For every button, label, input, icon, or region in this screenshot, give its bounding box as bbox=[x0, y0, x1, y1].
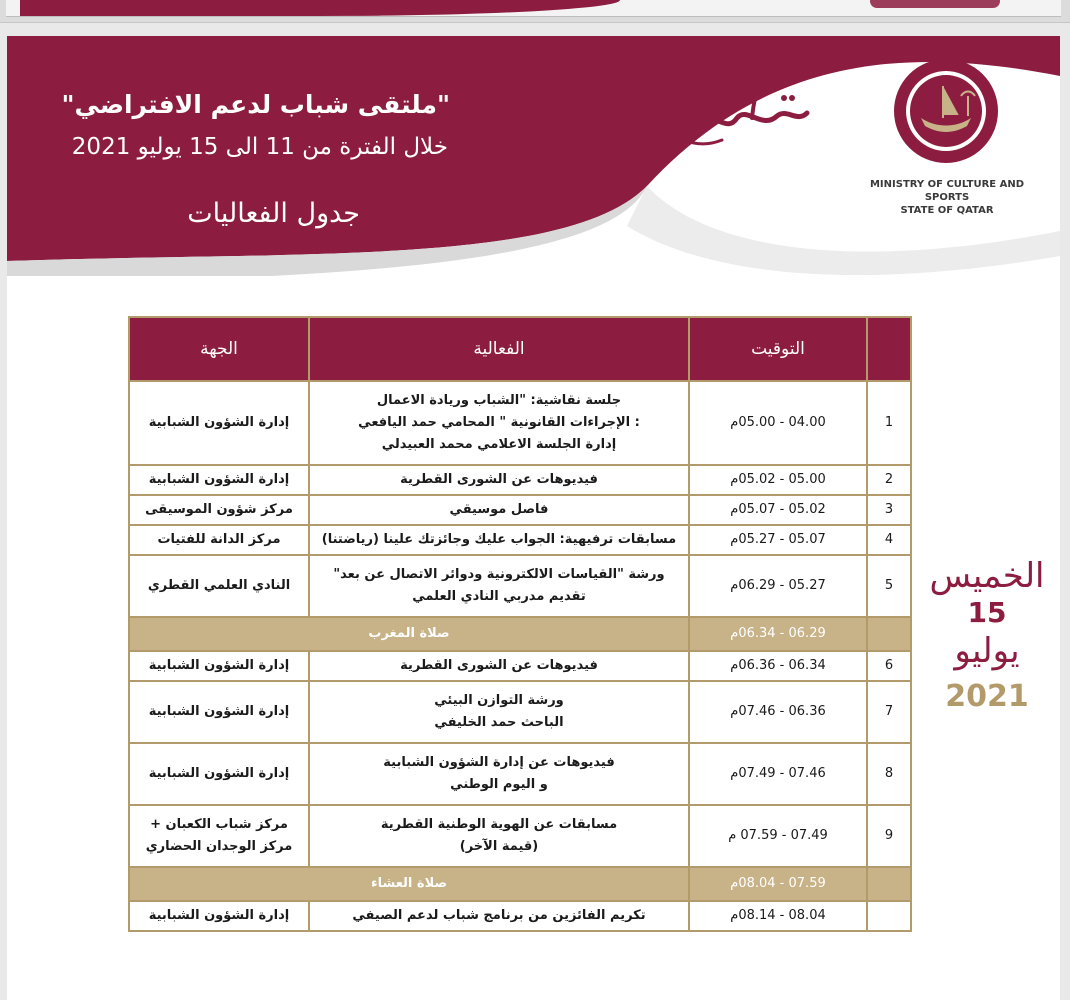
table-row bbox=[129, 743, 911, 805]
activity-line: إدارة الجلسة الاعلامي محمد العبيدلي bbox=[381, 437, 617, 452]
row-time: 06.34 - 06.36م bbox=[689, 651, 867, 681]
table-header-row bbox=[129, 317, 911, 381]
row-organizer bbox=[129, 495, 309, 525]
activity-line: : الإجراءات القانونية " المحامي حمد اليافعي bbox=[358, 415, 640, 430]
activity-line: مسابقات ترفيهية: الجواب عليك وجائزتك علينا (رياضتنا) bbox=[321, 532, 677, 547]
ministry-name-line2: STATE OF QATAR bbox=[900, 205, 994, 216]
activity-line: جلسة نقاشية: "الشباب وريادة الاعمال bbox=[376, 393, 622, 408]
row-time: 05.02 - 05.07م bbox=[689, 495, 867, 525]
table-row bbox=[129, 901, 911, 931]
prayer-time: 06.29 - 06.34م bbox=[689, 617, 867, 651]
schedule-body bbox=[129, 381, 911, 931]
activity-line: (قيمة الآخر) bbox=[459, 839, 539, 854]
activity-line: ورشة "القياسات الالكترونية ودوائر الاتصال عن بعد" bbox=[333, 567, 665, 582]
row-activity bbox=[309, 381, 689, 465]
day-number: 15 bbox=[967, 596, 1007, 629]
row-time: 06.36 - 07.46م bbox=[689, 681, 867, 743]
day-block bbox=[917, 556, 1057, 722]
schedule-card bbox=[7, 36, 1060, 1000]
row-time: 07.49 - 07.59 م bbox=[689, 805, 867, 867]
row-organizer bbox=[129, 805, 309, 867]
row-organizer bbox=[129, 681, 309, 743]
row-number: 3 bbox=[867, 495, 911, 525]
row-number: 9 bbox=[867, 805, 911, 867]
row-organizer bbox=[129, 901, 309, 931]
activity-line: فيديوهات عن إدارة الشؤون الشبابية bbox=[383, 755, 615, 770]
organizer-line: إدارة الشؤون الشبابية bbox=[148, 658, 290, 673]
activity-line: تكريم الفائزين من برنامج شباب لدعم الصيفي bbox=[352, 908, 646, 923]
activity-line: و اليوم الوطني bbox=[450, 777, 548, 792]
prayer-num-cell bbox=[867, 867, 911, 901]
row-activity bbox=[309, 465, 689, 495]
organizer-line: مركز الدانة للفتيات bbox=[157, 532, 281, 547]
prayer-num-cell bbox=[867, 617, 911, 651]
row-activity bbox=[309, 495, 689, 525]
ministry-emblem-logo bbox=[891, 56, 1001, 166]
organizer-line: إدارة الشؤون الشبابية bbox=[148, 908, 290, 923]
table-row bbox=[129, 805, 911, 867]
table-row bbox=[129, 465, 911, 495]
header-activity: الفعالية bbox=[309, 317, 689, 381]
header-num bbox=[867, 317, 911, 381]
organizer-line: إدارة الشؤون الشبابية bbox=[148, 766, 290, 781]
activity-line: تقديم مدربي النادي العلمي bbox=[412, 589, 586, 604]
row-number: 1 bbox=[867, 381, 911, 465]
row-time: 05.07 - 05.27م bbox=[689, 525, 867, 555]
prayer-label: صلاة المغرب bbox=[129, 617, 689, 651]
row-number: 5 bbox=[867, 555, 911, 617]
organizer-line: إدارة الشؤون الشبابية bbox=[148, 472, 290, 487]
table-row bbox=[129, 681, 911, 743]
prayer-label: صلاة العشاء bbox=[129, 867, 689, 901]
prayer-row bbox=[129, 867, 911, 901]
table-row bbox=[129, 651, 911, 681]
row-number: 8 bbox=[867, 743, 911, 805]
activity-line: فيديوهات عن الشورى القطرية bbox=[400, 472, 598, 487]
day-month: يوليو bbox=[954, 631, 1020, 671]
row-activity bbox=[309, 805, 689, 867]
row-number: 7 bbox=[867, 681, 911, 743]
prayer-time: 07.59 - 08.04م bbox=[689, 867, 867, 901]
row-organizer bbox=[129, 651, 309, 681]
table-row bbox=[129, 381, 911, 465]
previous-page-logo bbox=[870, 0, 1000, 8]
row-number: 6 bbox=[867, 651, 911, 681]
row-activity bbox=[309, 555, 689, 617]
header-time: التوقيت bbox=[689, 317, 867, 381]
row-activity bbox=[309, 525, 689, 555]
row-number: 4 bbox=[867, 525, 911, 555]
row-activity bbox=[309, 743, 689, 805]
row-organizer bbox=[129, 381, 309, 465]
row-time: 08.04 - 08.14م bbox=[689, 901, 867, 931]
organizer-line: مركز الوجدان الحضاري bbox=[145, 839, 293, 854]
prayer-row bbox=[129, 617, 911, 651]
row-time: 05.00 - 05.02م bbox=[689, 465, 867, 495]
row-organizer bbox=[129, 555, 309, 617]
row-time: 07.46 - 07.49م bbox=[689, 743, 867, 805]
row-activity bbox=[309, 681, 689, 743]
row-activity bbox=[309, 901, 689, 931]
activity-line: فيديوهات عن الشورى القطرية bbox=[400, 658, 598, 673]
organizer-line: إدارة الشؤون الشبابية bbox=[148, 415, 290, 430]
row-number bbox=[867, 901, 911, 931]
schedule-table bbox=[128, 316, 912, 932]
row-organizer bbox=[129, 465, 309, 495]
row-organizer bbox=[129, 743, 309, 805]
organizer-line: مركز شباب الكعبان + bbox=[150, 817, 288, 832]
day-name: الخميس bbox=[929, 556, 1045, 596]
day-year: 2021 bbox=[945, 679, 1029, 714]
row-time: 04.00 - 05.00م bbox=[689, 381, 867, 465]
activity-line: الباحث حمد الخليفي bbox=[434, 715, 564, 730]
row-number: 2 bbox=[867, 465, 911, 495]
header-organizer: الجهة bbox=[129, 317, 309, 381]
schedule-title: جدول الفعاليات bbox=[187, 198, 360, 229]
table-row bbox=[129, 525, 911, 555]
table-row bbox=[129, 555, 911, 617]
activity-line: مسابقات عن الهوية الوطنية القطرية bbox=[380, 817, 618, 832]
calligraphy-logo bbox=[612, 68, 812, 158]
activity-line: فاصل موسيقي bbox=[449, 502, 549, 517]
ministry-name-line1: MINISTRY OF CULTURE AND SPORTS bbox=[869, 179, 1024, 203]
row-time: 05.27 - 06.29م bbox=[689, 555, 867, 617]
previous-page-strip bbox=[0, 0, 1070, 23]
organizer-line: النادي العلمي القطري bbox=[147, 578, 291, 593]
event-title: "ملتقى شباب لدعم الافتراضي" bbox=[61, 90, 450, 119]
row-activity bbox=[309, 651, 689, 681]
organizer-line: إدارة الشؤون الشبابية bbox=[148, 704, 290, 719]
ministry-name-en bbox=[847, 178, 1047, 217]
activity-line: ورشة التوازن البيئي bbox=[434, 693, 564, 708]
table-row bbox=[129, 495, 911, 525]
organizer-line: مركز شؤون الموسيقى bbox=[145, 502, 293, 517]
event-period: خلال الفترة من 11 الى 15 يوليو 2021 bbox=[71, 134, 448, 160]
row-organizer bbox=[129, 525, 309, 555]
